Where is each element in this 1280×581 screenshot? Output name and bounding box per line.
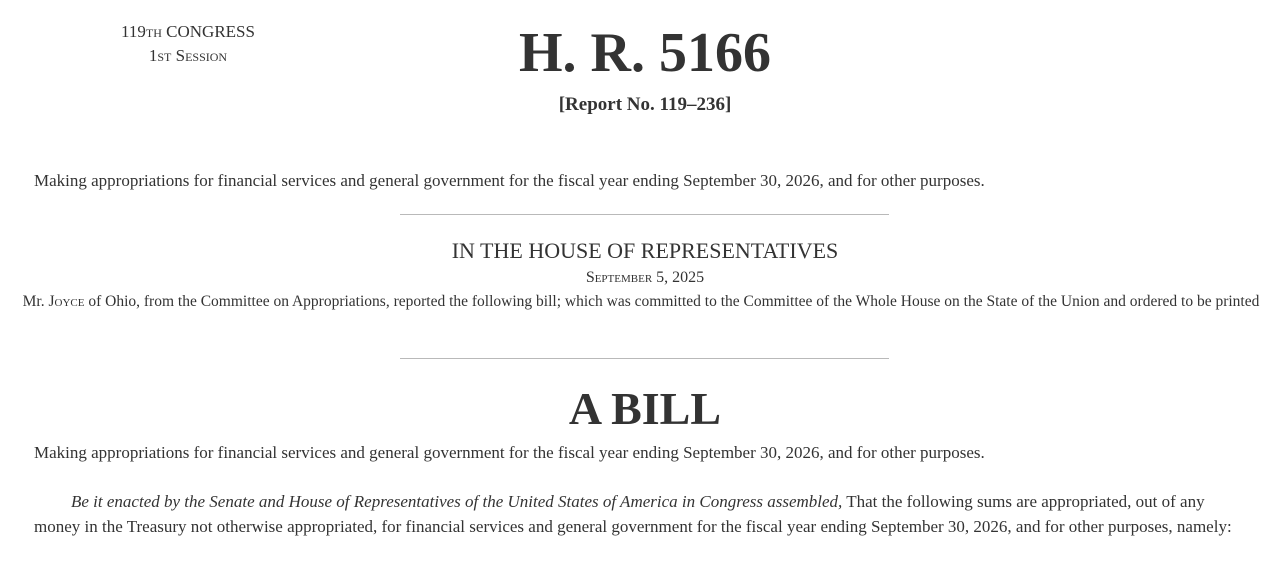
report-number: [Report No. 119–236] (558, 94, 732, 115)
chamber-heading: IN THE HOUSE OF REPRESENTATIVES (451, 238, 839, 263)
action-text: Mr. Joyce of Ohio, from the Committee on Appropriations, reported the following bill; which was committed to the Committee of the Whole House on the State of the Union and ordered to be printed (22, 293, 1260, 310)
bill-title-top: Making appropriations for financial services and general government for the fiscal year ending September 30, 2026, and for other purposes. (34, 171, 985, 190)
divider-top (400, 214, 889, 215)
sponsor-name: Joyce (48, 293, 85, 310)
divider-bottom (400, 358, 889, 359)
enacting-paragraph (34, 489, 1248, 539)
bill-heading: A BILL (568, 383, 722, 434)
session-label: 1st Session (148, 46, 228, 65)
enacting-text: That the following sums are appropriated, out of any money in the Treasury not otherwise appropriated, for financial services and general government for the fiscal year ending September 30, 2026, and for other purposes, namely: (34, 492, 1232, 536)
congress-label: 119th CONGRESS (121, 22, 255, 41)
bill-title-bottom: Making appropriations for financial services and general government for the fiscal year ending September 30, 2026, and for other purposes. (34, 443, 985, 462)
action-date: September 5, 2025 (585, 269, 705, 286)
enacting-clause: Be it enacted by the Senate and House of Representatives of the United States of America in Congress assembled, (71, 492, 843, 511)
bill-number: H. R. 5166 (519, 22, 771, 84)
